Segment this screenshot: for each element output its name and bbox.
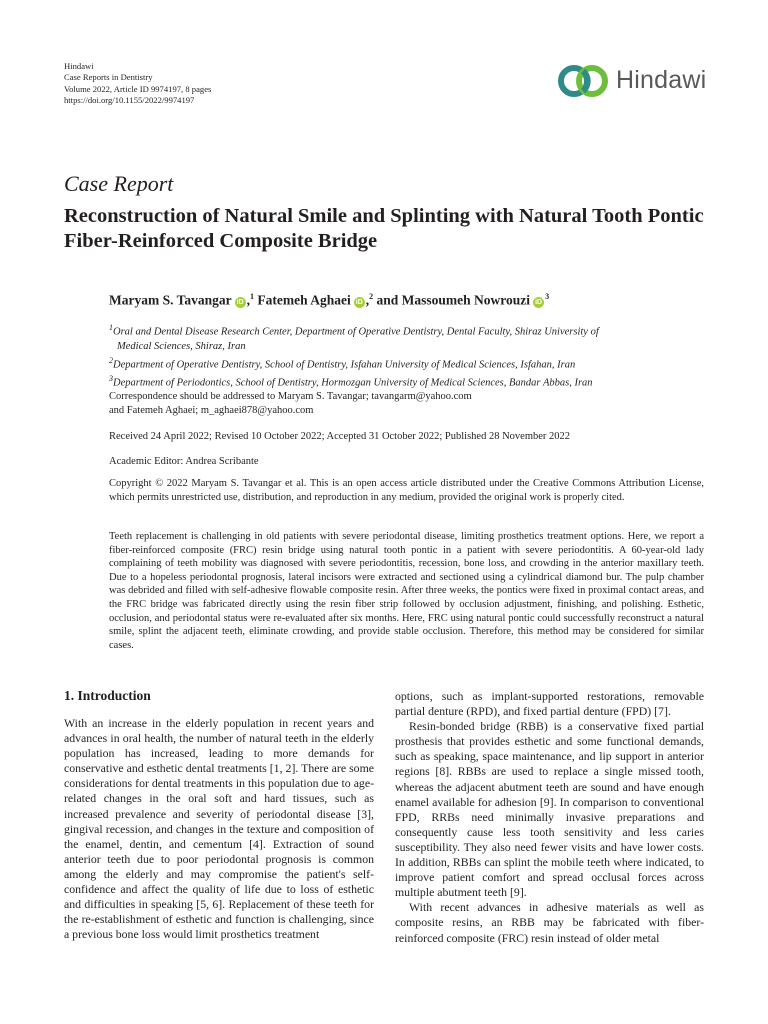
body-column-left: [64, 716, 374, 942]
paragraph: With recent advances in adhesive materials as well as composite resins, an RBB may be fabricated with fiber-reinforced composite (FRC) resin instead of older metal: [395, 900, 704, 945]
doi-link[interactable]: https://doi.org/10.1155/2022/9974197: [64, 94, 195, 105]
publication-dates: Received 24 April 2022; Revised 10 October 2022; Accepted 31 October 2022; Published 28 November 2022: [109, 431, 571, 442]
author-list: Maryam S. Tavangar iD ,$^1$ Fatemeh Aghaei iD ,$^2$ and Massoumeh Nowrouzi $iD^3$: [109, 292, 550, 308]
author-name: Maryam S. Tavangar: [109, 292, 232, 308]
logo-wordmark: Hindawi: [616, 66, 707, 94]
publisher-name: Hindawi: [64, 61, 94, 71]
paragraph: options, such as implant-supported restorations, removable partial denture (RPD), and fixed partial denture (FPD) [7].: [395, 689, 704, 719]
journal-meta: [64, 61, 211, 106]
paragraph: Resin-bonded bridge (RBB) is a conservative fixed partial prosthesis that provides esthetic and some functional demands, such as speaking, space maintenance, and lip support in anterior regions [8]. RBBs are used to replace a single missed tooth, whereas the adjacent abutment teeth are sound and have enough enamel available for adhesion [9]. In comparison to conventional FPD, RRBs need minimally invasive preparations and consequently cause less tooth sensitivity and less caries susceptibility. They also need fewer visits and have lower costs. In addition, RBBs can splint the mobile teeth where indicated, to improve patient comfort and spread occlusal forces across multiple abutment teeth [9].: [395, 719, 704, 900]
orcid-icon[interactable]: iD: [355, 298, 363, 306]
abstract: Teeth replacement is challenging in old patients with severe periodontal disease, limiting prosthetics treatment options. Here, we report a fiber-reinforced composite (FRC) resin bridge using natural tooth pontic in a patient with severe periodontitis. A 60-year-old lady complaining of teeth mobility was diagnosed with severe periodontitis, recession, bone loss, and crowding in the anterior maxillary teeth. Due to a hopeless periodontal prognosis, lateral incisors were extracted and sectioned using a cylindrical diamond bur. The pulp chamber was debrided and filled with self-adhesive flowable composite resin. After three weeks, the pontics were fixed in proximal contact areas, and the FRC bridge was fabricated directly using the resin fiber strip followed by occlusion adjustment, finishing, and polishing. Esthetic, occlusion, and periodontal status were re-evaluated after six months. Here, FRC using natural pontic could successfully reconstruct a natural smile, splint the adjacent teeth, eliminate crowding, and provide stable occlusion. Therefore, this method may be considered for similar cases.: [109, 531, 704, 651]
orcid-icon[interactable]: iD: [535, 298, 543, 306]
journal-name: Case Reports in Dentistry: [64, 72, 153, 83]
affiliations: [109, 321, 669, 391]
volume-info: Volume 2022, Article ID 9974197, 8 pages: [64, 83, 212, 94]
hindawi-logo: [555, 64, 715, 98]
affiliation: $^1$Oral and Dental Disease Research Center, Department of Operative Dentistry, Dental Faculty, Shiraz University of: [109, 323, 599, 338]
paragraph: With an increase in the elderly population in recent years and advances in oral health, the number of natural teeth in the elderly population has increased, leading to more demands for conservative and esthetic dental treatments [1, 2]. There are some considerations for dental treatments in this population due to age-related changes in the oral soft and hard tissues, such as increased prevalence and severity of periodontal disease [3], gingival recession, and changes in the texture and composition of the enamel, dentin, and cementum [4]. Extraction of sound anterior teeth due to poor periodontal prognosis is common among the elderly and may compromise the patient's self-confidence and affect the quality of life due to loss of esthetic and difficulties in speaking [5, 6]. Replacement of these teeth for the re-establishment of esthetic and function is challenging, since a previous bone loss would limit prosthetics treatment: [64, 716, 374, 942]
body-column-right: [395, 689, 704, 946]
affiliation-cont: Medical Sciences, Shiraz, Iran: [117, 340, 246, 352]
article-type: Case Report: [64, 171, 174, 196]
affiliation: $^2$Department of Operative Dentistry, School of Dentistry, Isfahan University of Medical Sciences, Isfahan, Iran: [109, 355, 576, 370]
orcid-icon[interactable]: iD: [236, 298, 244, 306]
correspondence: Correspondence should be addressed to Maryam S. Tavangar; tavangarm@yahoo.com and Fatemeh Aghaei; m_aghaei878@yahoo.com: [109, 391, 472, 416]
affiliation: $^3$Department of Periodontics, School of Dentistry, Hormozgan University of Medical Sciences, Bandar Abbas, Iran: [109, 374, 593, 389]
author-name: Fatemeh Aghaei: [257, 292, 351, 308]
section-heading: 1. Introduction: [64, 688, 151, 703]
article-title: Reconstruction of Natural Smile and Splinting with Natural Tooth Pontic Fiber-Reinforced Composite Bridge: [64, 205, 704, 252]
copyright-notice: Copyright © 2022 Maryam S. Tavangar et al. This is an open access article distributed under the Creative Commons Attribution License, which permits unrestricted use, distribution, and reproduction in any medium, provided the original work is properly cited.: [109, 478, 704, 503]
hindawi-rings-logo-icon: [555, 64, 615, 98]
author-name: Massoumeh Nowrouzi: [401, 292, 531, 308]
academic-editor: Academic Editor: Andrea Scribante: [109, 456, 259, 467]
